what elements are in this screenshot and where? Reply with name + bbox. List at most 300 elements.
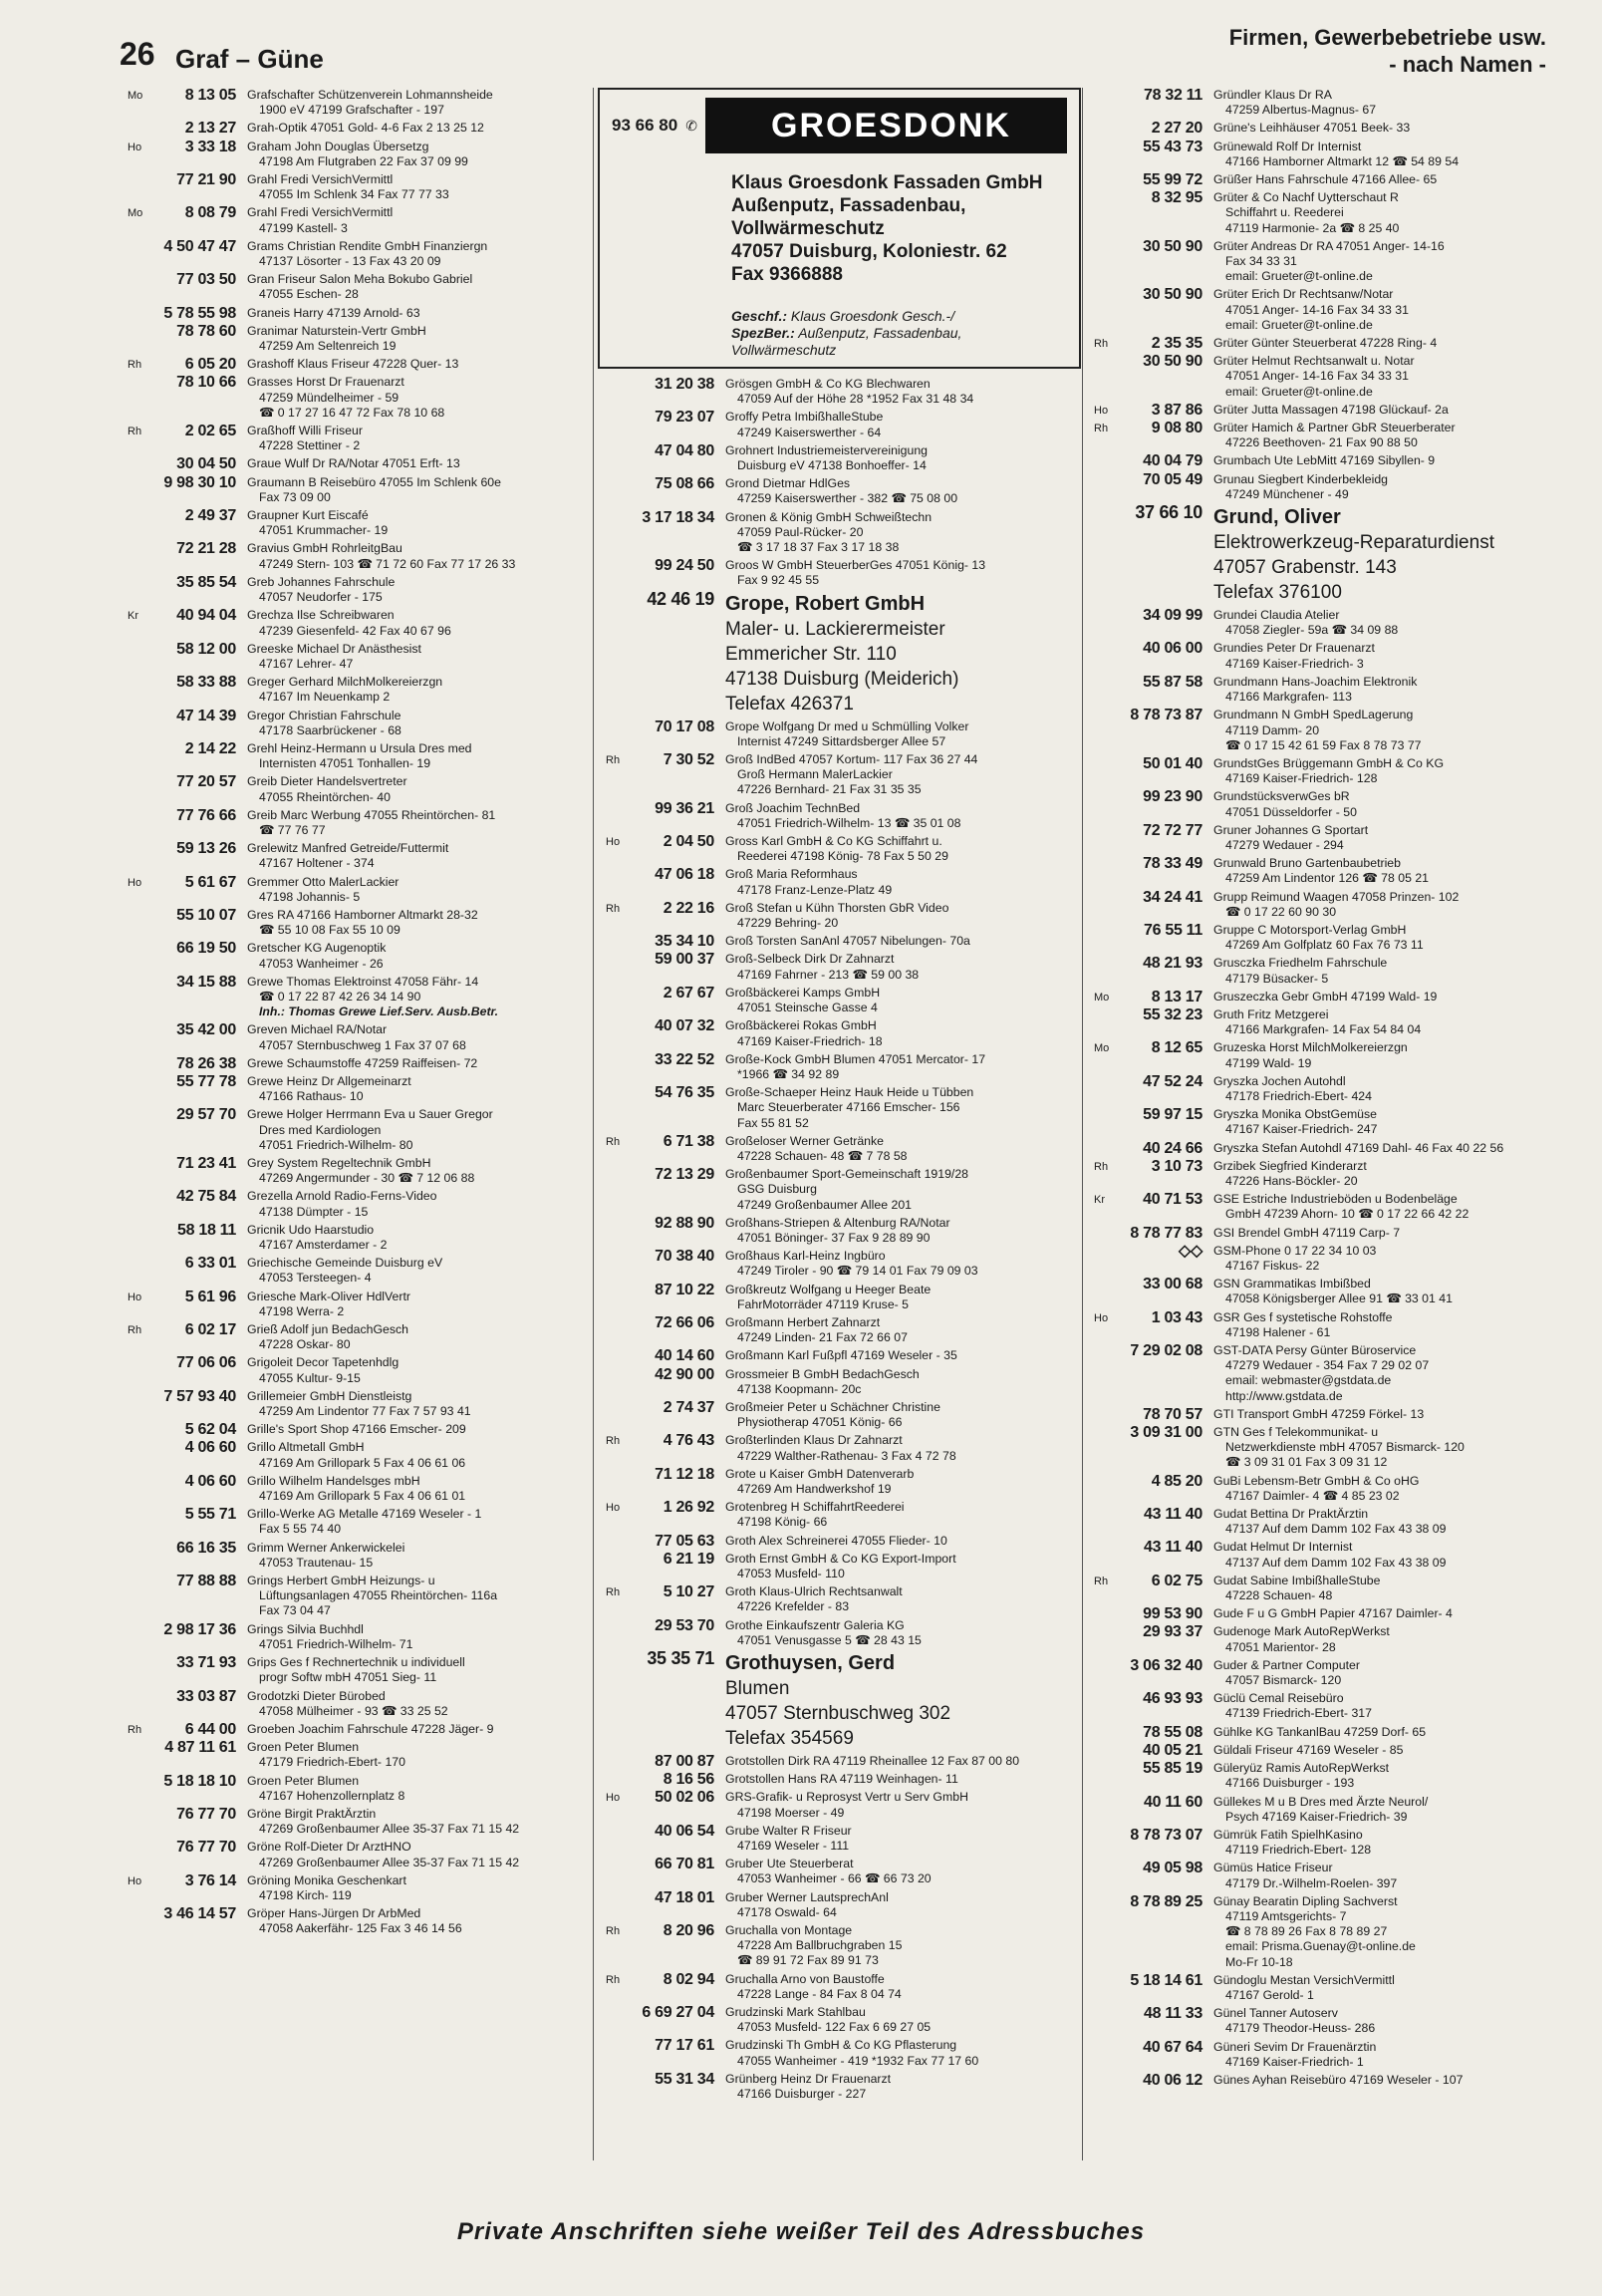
phone-number: 4 87 11 61 — [164, 1739, 236, 1757]
listing-entry — [598, 558, 1081, 588]
listing-line: 47228 Oskar- 80 — [259, 1337, 351, 1352]
listing-line: Grips Ges f Rechnertechnik u individuell — [247, 1655, 465, 1670]
listing-line: Groos W GmbH SteuerberGes 47051 König- 13 — [725, 558, 986, 573]
phone-number: 40 67 64 — [1143, 2038, 1202, 2056]
phone-number: 72 21 28 — [176, 540, 236, 558]
phone-number: 2 13 27 — [184, 120, 236, 138]
district-code: Ho — [1094, 404, 1109, 417]
listing-line: 47059 Auf der Höhe 28 *1952 Fax 31 48 34 — [737, 392, 974, 407]
listing-line: Fax 55 81 52 — [737, 1115, 809, 1130]
phone-number: 99 24 50 — [655, 557, 714, 575]
listing-text — [1213, 2040, 1554, 2070]
listing-text — [1213, 1725, 1554, 1740]
listing-entry — [120, 1389, 588, 1419]
listing-text — [247, 1322, 588, 1352]
listing-text — [725, 1467, 1081, 1497]
district-code: Rh — [606, 1586, 621, 1599]
listing-line: Großhaus Karl-Heinz Ingbüro — [725, 1249, 886, 1264]
listing-text — [1213, 1107, 1554, 1137]
section-heading — [1229, 24, 1546, 78]
listing-line: 47199 Kastell- 3 — [259, 220, 348, 235]
phone-number: 99 23 90 — [1143, 788, 1202, 806]
phone-number: 33 22 52 — [655, 1050, 714, 1068]
listing-line: Grah-Optik 47051 Gold- 4-6 Fax 2 13 25 12 — [247, 121, 484, 136]
listing-line: Grillemeier GmbH Dienstleistg — [247, 1388, 412, 1403]
listing-text — [725, 2038, 1081, 2068]
phone-number: 1 26 92 — [663, 1499, 714, 1517]
phone-number: 8 78 89 25 — [1130, 1892, 1202, 1910]
listing-line: Graue Wulf Dr RA/Notar 47051 Erft- 13 — [247, 456, 460, 471]
phone-number: 99 36 21 — [655, 799, 714, 817]
listing-line: Grewe Schaumstoffe 47259 Raiffeisen- 72 — [247, 1055, 478, 1070]
listing-entry — [598, 752, 1081, 798]
phone-number: 7 30 52 — [663, 751, 714, 769]
listing-text — [247, 1389, 588, 1419]
column-divider — [1082, 88, 1083, 2160]
phone-number: 55 31 34 — [655, 2070, 714, 2088]
phone-number: 55 99 72 — [1143, 171, 1202, 189]
listing-line: 47169 Kaiser-Friedrich- 3 — [1225, 656, 1364, 671]
listing-text — [1213, 1474, 1554, 1504]
phone-number: 4 76 43 — [663, 1432, 714, 1450]
listing-line: Groß Stefan u Kühn Thorsten GbR Video — [725, 900, 949, 915]
phone-number: 40 14 60 — [655, 1347, 714, 1365]
listing-text — [725, 1348, 1081, 1363]
listing-line: 47055 Kultur- 9-15 — [259, 1370, 361, 1385]
listing-text — [247, 1740, 588, 1770]
listing-entry — [598, 1085, 1081, 1131]
listing-entry — [1086, 1141, 1554, 1156]
listing-line: GST-DATA Persy Günter Büroservice — [1213, 1343, 1417, 1358]
district-code: Ho — [128, 1291, 142, 1303]
phone-number: 2 35 35 — [1151, 335, 1202, 353]
phone-number: 40 94 04 — [176, 607, 236, 625]
listing-line: Groß Maria Reformhaus — [725, 867, 858, 882]
phone-number: 29 53 70 — [655, 1616, 714, 1634]
listing-line: Gümrük Fatih SpielhKasino — [1213, 1827, 1363, 1842]
listing-line: 47249 Linden- 21 Fax 72 66 07 — [737, 1330, 908, 1345]
listing-text — [1213, 2006, 1554, 2036]
listing-line: Grotstollen Dirk RA 47119 Rheinallee 12 Fax 87 00 80 — [725, 1754, 1020, 1769]
district-code: Rh — [1094, 1575, 1109, 1587]
listing-line: Grohnert Industriemeistervereinigung — [725, 442, 929, 457]
phone-number: 75 08 66 — [655, 475, 714, 493]
listing-entry — [120, 1056, 588, 1071]
phone-number: 9 08 80 — [1151, 420, 1202, 437]
listing-text — [725, 377, 1081, 407]
listing-text — [247, 1189, 588, 1219]
listing-line: 47169 Kaiser-Friedrich- 1 — [1225, 2054, 1364, 2069]
listing-entry — [120, 1107, 588, 1153]
listing-line: 47178 Saarbrückener - 68 — [259, 722, 401, 737]
listing-text — [1213, 1192, 1554, 1222]
listing-entry — [598, 476, 1081, 506]
listing-entry — [1086, 140, 1554, 169]
listing-line: 47055 Wanheimer - 419 *1932 Fax 77 17 60 — [737, 2053, 979, 2068]
phone-number: 70 05 49 — [1143, 470, 1202, 488]
listing-text — [247, 841, 588, 871]
listing-text — [247, 306, 588, 321]
listing-line: 47249 Stern- 103 ☎ 71 72 60 Fax 77 17 26 33 — [259, 556, 516, 571]
listing-line: Duisburg eV 47138 Bonhoeffer- 14 — [737, 458, 927, 473]
listing-line: Grams Christian Rendite GmbH Finanziergn — [247, 238, 488, 253]
listing-line: Gryszka Monika ObstGemüse — [1213, 1107, 1378, 1122]
listing-line: 47169 Am Grillopark 5 Fax 4 06 61 01 — [259, 1489, 466, 1504]
listing-line: 47053 Wanheimer - 66 ☎ 66 73 20 — [737, 1871, 932, 1886]
listing-line: Gröper Hans-Jürgen Dr ArbMed — [247, 1906, 421, 1921]
phone-number: 77 17 61 — [655, 2037, 714, 2055]
listing-text — [1213, 1310, 1554, 1340]
listing-line: Grunau Siegbert Kinderbekleidg — [1213, 471, 1389, 486]
listing-entry — [598, 1754, 1081, 1769]
listing-line: Grings Silvia Buchhdl — [247, 1621, 364, 1636]
phone-number: 3 76 14 — [184, 1871, 236, 1889]
phone-number: 29 57 70 — [176, 1106, 236, 1124]
listing-entry — [120, 1574, 588, 1619]
listing-line: Graßhoff Willi Friseur — [247, 424, 363, 438]
listing-text — [1213, 1540, 1554, 1570]
listing-line: Grüter Helmut Rechtsanwalt u. Notar — [1213, 354, 1415, 369]
listing-entry — [120, 1722, 588, 1737]
phone-number: 30 50 90 — [1143, 237, 1202, 255]
listing-entry — [1086, 190, 1554, 236]
phone-number: 35 42 00 — [176, 1021, 236, 1039]
listing-text — [247, 541, 588, 571]
listing-text — [725, 1890, 1081, 1920]
listing-line: ☎ 0 17 22 60 90 30 — [1225, 904, 1337, 919]
listing-line: Güneri Sevim Dr Frauenärztin — [1213, 2039, 1377, 2054]
listing-line: 47138 Duisburg (Meiderich) — [725, 668, 959, 690]
column-divider — [593, 88, 594, 2160]
district-code: Ho — [128, 141, 142, 153]
phone-number: 40 06 00 — [1143, 640, 1202, 658]
district-code: Rh — [606, 754, 621, 767]
phone-number: 5 78 55 98 — [163, 304, 236, 322]
listing-entry — [120, 575, 588, 605]
listing-text — [1213, 121, 1554, 136]
listing-text — [1213, 354, 1554, 400]
listing-line: 47259 Am Seltenreich 19 — [259, 339, 397, 354]
listing-line: 47139 Friedrich-Ebert- 317 — [1225, 1706, 1372, 1721]
phone-number: 72 66 06 — [655, 1313, 714, 1331]
listing-line: 47137 Auf dem Damm 102 Fax 43 38 09 — [1225, 1522, 1447, 1537]
phone-number: 33 03 87 — [176, 1687, 236, 1705]
listing-line: Grund, Oliver — [1213, 506, 1341, 529]
listing-text — [725, 1534, 1081, 1549]
section-heading-line1: Firmen, Gewerbebetriebe usw. — [1228, 25, 1546, 50]
listing-text — [247, 808, 588, 838]
listing-text — [725, 1923, 1081, 1969]
listing-line: 47053 Musfeld- 110 — [737, 1567, 845, 1580]
listing-line: Grillo Wilhelm Handelsges mbH — [247, 1473, 420, 1488]
phone-number: 29 93 37 — [1143, 1623, 1202, 1641]
listing-text — [725, 1167, 1081, 1213]
listing-entry — [1086, 502, 1554, 605]
listing-line: Grewe Holger Herrmann Eva u Sauer Gregor — [247, 1107, 493, 1122]
listing-line: Fax 34 33 31 — [1225, 254, 1297, 269]
phone-number: 4 50 47 47 — [163, 237, 236, 255]
listing-text — [725, 952, 1081, 982]
phone-number: 58 18 11 — [177, 1221, 236, 1239]
listing-text — [1213, 336, 1554, 351]
listing-line: 47269 Am Golfplatz 60 Fax 76 73 11 — [1225, 938, 1424, 953]
listing-line: Grube Walter R Friseur — [725, 1823, 852, 1838]
listing-entry — [120, 774, 588, 804]
listing-line: 47166 Duisburger - 193 — [1225, 1776, 1355, 1791]
listing-text — [725, 1134, 1081, 1164]
listing-entry — [598, 934, 1081, 949]
column-1 — [120, 88, 588, 2160]
listing-text — [247, 1507, 588, 1537]
listing-line: Grotenbreg H SchiffahrtReederei — [725, 1500, 905, 1515]
phone-number: 43 11 40 — [1144, 1506, 1202, 1524]
listing-line: ☎ 3 09 31 01 Fax 3 09 31 12 — [1225, 1455, 1388, 1470]
listing-entry — [1086, 1474, 1554, 1504]
listing-line: Gruchalla Arno von Baustoffe — [725, 1971, 885, 1986]
listing-line: 47178 Oswald- 64 — [737, 1904, 837, 1919]
listing-line: Fax 5 55 74 40 — [259, 1522, 342, 1537]
listing-text — [1213, 88, 1554, 118]
listing-line: Graumann B Reisebüro 47055 Im Schlenk 60e — [247, 474, 501, 489]
listing-line: 47167 Daimler- 4 ☎ 4 85 23 02 — [1225, 1488, 1400, 1503]
listing-text — [247, 575, 588, 605]
listing-entry — [598, 1134, 1081, 1164]
listing-line: Grothe Einkaufszentr Galeria KG — [725, 1617, 905, 1632]
listing-text — [247, 709, 588, 738]
listing-line: 47057 Neudorfer - 175 — [259, 590, 383, 605]
phone-number: 5 10 27 — [663, 1583, 714, 1601]
phone-number: 37 66 10 — [1135, 502, 1202, 523]
phone-number: 58 33 88 — [176, 674, 236, 692]
listing-text — [1213, 1795, 1554, 1825]
listing-line: 47053 Trautenau- 15 — [259, 1555, 374, 1570]
phone-number: 76 77 70 — [176, 1805, 236, 1823]
listing-line: Großbäckerei Kamps GmbH — [725, 985, 881, 1000]
listing-text — [1213, 990, 1554, 1004]
listing-line: Grüne's Leihhäuser 47051 Beek- 33 — [1213, 121, 1411, 136]
listing-text — [1213, 890, 1554, 920]
listing-text — [1213, 421, 1554, 450]
listing-line: 47259 Am Lindentor 126 ☎ 78 05 21 — [1225, 871, 1430, 886]
listing-text — [247, 1355, 588, 1385]
listing-entry — [120, 1906, 588, 1936]
listing-line: 47167 Hohenzollernplatz 8 — [259, 1788, 405, 1803]
ad-gesch-label: Geschf.: — [731, 308, 788, 324]
phone-number: ◇◇ — [1178, 1242, 1202, 1260]
listing-line: Grünewald Rolf Dr Internist — [1213, 139, 1362, 153]
listing-line: Großeloser Werner Getränke — [725, 1133, 885, 1148]
phone-number: 55 32 23 — [1143, 1005, 1202, 1023]
listing-entry — [598, 1400, 1081, 1430]
listing-entry — [598, 1618, 1081, 1648]
phone-number: 72 72 77 — [1143, 821, 1202, 839]
phone-number: 55 10 07 — [176, 906, 236, 924]
district-code: Mo — [128, 207, 143, 220]
listing-entry — [1086, 1691, 1554, 1721]
listing-line: Gruszeczka Gebr GmbH 47199 Wald- 19 — [1213, 989, 1438, 1004]
listing-line: Greeske Michael Dr Anästhesist — [247, 641, 421, 656]
listing-line: Grigoleit Decor Tapetenhdlg — [247, 1355, 400, 1370]
listing-entry — [120, 88, 588, 118]
listing-line: Griesche Mark-Oliver HdlVertr — [247, 1289, 410, 1303]
listing-entry — [598, 1772, 1081, 1787]
listing-line: email: webmaster@gstdata.de — [1225, 1373, 1392, 1388]
listing-entry — [1086, 956, 1554, 986]
listing-entry — [598, 510, 1081, 556]
listing-text — [247, 1574, 588, 1619]
listing-line: 47138 Koopmann- 20c — [737, 1381, 862, 1396]
phone-number: 2 22 16 — [663, 899, 714, 917]
district-code: Rh — [606, 902, 621, 915]
phone-number: 40 07 32 — [655, 1017, 714, 1035]
listing-line: Fax 73 09 00 — [259, 489, 331, 504]
listing-text — [725, 592, 1081, 717]
listing-entry — [120, 1840, 588, 1869]
listing-line: ☎ 77 76 77 — [259, 822, 326, 837]
listing-entry — [598, 443, 1081, 473]
listing-line: 47051 Friedrich-Wilhelm- 80 — [259, 1137, 413, 1152]
listing-entry — [598, 1167, 1081, 1213]
listing-line: 47279 Wedauer - 354 Fax 7 29 02 07 — [1225, 1358, 1430, 1373]
listing-text — [247, 239, 588, 269]
phone-number: 2 74 37 — [663, 1398, 714, 1416]
listing-line: Groffy Petra ImbißhalleStube — [725, 410, 884, 425]
listing-text — [725, 1283, 1081, 1312]
listing-line: 47169 Weseler - 111 — [737, 1839, 850, 1854]
phone-number: 48 11 33 — [1144, 2005, 1202, 2023]
listing-text — [1213, 1343, 1554, 1404]
phone-number: 78 55 08 — [1143, 1723, 1202, 1741]
ad-firm-line: 47057 Duisburg, Koloniestr. 62 — [731, 241, 1007, 262]
listing-line: Gruner Johannes G Sportart — [1213, 822, 1369, 837]
listing-line: Telefax 354569 — [725, 1728, 854, 1750]
phone-number: 35 35 71 — [647, 1648, 714, 1669]
phone-number: 77 05 63 — [655, 1532, 714, 1550]
phone-number: 6 05 20 — [184, 356, 236, 374]
listing-line: 47058 Aakerfähr- 125 Fax 3 46 14 56 — [259, 1921, 462, 1936]
listing-line: Greger Gerhard MilchMolkereierzgn — [247, 675, 443, 690]
listing-line: 47229 Walther-Rathenau- 3 Fax 4 72 78 — [737, 1448, 956, 1463]
phone-number: 92 88 90 — [655, 1214, 714, 1232]
listing-text — [1213, 1761, 1554, 1791]
listing-text — [247, 1474, 588, 1504]
listing-entry — [120, 172, 588, 202]
listing-text — [725, 752, 1081, 798]
phone-number: 58 12 00 — [176, 640, 236, 658]
phone-number: 99 53 90 — [1143, 1605, 1202, 1623]
listing-line: 47269 Großenbaumer Allee 35-37 Fax 71 15 42 — [259, 1855, 520, 1869]
phone-number: 6 71 38 — [663, 1132, 714, 1150]
listing-text — [725, 1618, 1081, 1648]
listing-entry — [598, 986, 1081, 1015]
listing-entry — [598, 1283, 1081, 1312]
listing-line: 47249 Kaiserswerther - 64 — [737, 425, 882, 439]
listing-text — [1213, 608, 1554, 638]
listing-entry — [1086, 1007, 1554, 1037]
listing-text — [247, 172, 588, 202]
listing-text — [725, 443, 1081, 473]
listing-entry — [598, 1790, 1081, 1820]
listing-line: 47055 Eschen- 28 — [259, 287, 359, 302]
listing-line: Gröne Rolf-Dieter Dr ArztHNO — [247, 1840, 411, 1855]
listing-text — [247, 608, 588, 638]
listing-text — [247, 675, 588, 705]
listing-line: email: Grueter@t-online.de — [1225, 384, 1373, 399]
district-code: Rh — [606, 1435, 621, 1448]
listing-entry — [120, 1223, 588, 1253]
listing-text — [1213, 172, 1554, 187]
phone-number: 78 32 11 — [1144, 88, 1202, 104]
ad-phone: 93 66 80 — [612, 116, 678, 135]
listing-line: Blumen — [725, 1678, 790, 1700]
listing-line: Dres med Kardiologen — [259, 1122, 382, 1137]
listing-line: 47228 Stettiner - 2 — [259, 438, 361, 453]
page-number: 26 — [120, 36, 155, 72]
phone-number: 59 13 26 — [176, 840, 236, 858]
listing-line: Großmeier Peter u Schächner Christine — [725, 1399, 940, 1414]
listing-text — [1213, 1606, 1554, 1621]
listing-line: Grudzinski Th GmbH & Co KG Pflasterung — [725, 2038, 957, 2053]
phone-number: 4 85 20 — [1151, 1472, 1202, 1490]
listing-line: GSN Grammatikas Imbißbed — [1213, 1277, 1371, 1292]
listing-text — [247, 121, 588, 136]
listing-entry — [1086, 1159, 1554, 1189]
listing-line: Grünberg Heinz Dr Frauenarzt — [725, 2071, 892, 2086]
listing-text — [1213, 287, 1554, 333]
listing-entry — [120, 424, 588, 453]
phone-number: 8 13 17 — [1151, 988, 1202, 1005]
listing-entry — [120, 1689, 588, 1719]
phone-number: 78 10 66 — [176, 374, 236, 392]
phone-number: 34 09 99 — [1143, 607, 1202, 625]
district-code: Ho — [128, 1874, 142, 1887]
listing-line: 47053 Musfeld- 122 Fax 6 69 27 05 — [737, 2020, 932, 2035]
phone-number: 78 70 57 — [1143, 1405, 1202, 1423]
listing-line: 47051 Steinsche Gasse 4 — [737, 1001, 878, 1015]
listing-line: 47259 Albertus-Magnus- 67 — [1225, 103, 1377, 118]
district-code: Kr — [1094, 1194, 1105, 1207]
listing-text — [247, 1774, 588, 1804]
listing-line: GSG Duisburg — [737, 1182, 817, 1197]
listing-line: 47058 Ziegler- 59a ☎ 34 09 88 — [1225, 623, 1399, 638]
listing-line: GTI Transport GmbH 47259 Förkel- 13 — [1213, 1406, 1425, 1421]
listing-text — [725, 510, 1081, 556]
listing-entry — [1086, 1725, 1554, 1740]
listing-line: Gruchalla von Montage — [725, 1923, 853, 1938]
listing-entry — [1086, 1624, 1554, 1654]
listing-text — [725, 1651, 1081, 1751]
ad-spez-text: Außenputz, Fassadenbau, — [798, 325, 962, 341]
listing-text — [247, 456, 588, 471]
listing-line: GuBi Lebensm-Betr GmbH & Co oHG — [1213, 1473, 1420, 1488]
listing-line: Grille's Sport Shop 47166 Emscher- 209 — [247, 1422, 466, 1437]
listing-entry — [120, 908, 588, 938]
phone-number: 40 06 12 — [1143, 2071, 1202, 2089]
listing-entry — [1086, 121, 1554, 136]
listing-entry — [1086, 756, 1554, 786]
phone-number: 3 87 86 — [1151, 401, 1202, 419]
listing-entry — [598, 2005, 1081, 2035]
listing-line: 47167 Lehrer- 47 — [259, 656, 354, 671]
listing-line: 47179 Friedrich-Ebert- 170 — [259, 1755, 405, 1770]
listing-entry — [1086, 2073, 1554, 2088]
listing-text — [1213, 675, 1554, 705]
listing-text — [247, 1223, 588, 1253]
listing-line: Große-Kock GmbH Blumen 47051 Mercator- 17 — [725, 1051, 986, 1066]
listing-line: Groß IndBed 47057 Kortum- 117 Fax 36 27 44 — [725, 752, 978, 767]
listing-line: 47226 Hans-Böckler- 20 — [1225, 1173, 1358, 1188]
listing-line: Gran Friseur Salon Meha Bokubo Gabriel — [247, 272, 473, 287]
